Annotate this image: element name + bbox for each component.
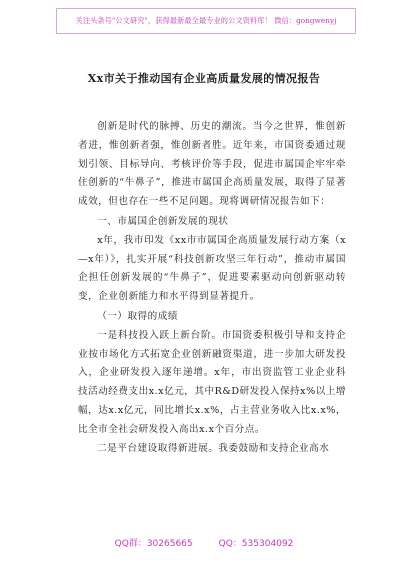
qq-number: QQ：535304092 <box>218 539 294 549</box>
body-paragraph: 一是科技投入跃上新台阶。市国资委积极引导和支持企业按市场化方式拓宽企业创新融资渠道，进一步加大研发投入，企业研发投入逐年递增。x年，市出资监管工业企业科技活动经费支出x.x亿元，其中R&D研发投入保持x%以上增幅，达x.x亿元，同比增长x.x%，占主营业务收入比x.x%，比全市全社会研发投入高出x.x个百分点。 <box>78 329 346 435</box>
section-heading: 一、市属国企创新发展的现状 <box>97 215 229 227</box>
body-paragraph: x年，我市印发《xx市市属国企高质量发展行动方案（x—x年）》，扎实开展“科技创新攻坚三年行动”，推动市属国企担任创新发展的“牛鼻子”，促进要素驱动向创新驱动转变，企业创新能力和水平得到显著提升。 <box>78 234 346 303</box>
document-body <box>78 118 346 458</box>
footer-contact <box>0 536 408 550</box>
subsection-heading: （一）取得的成绩 <box>97 310 178 322</box>
body-paragraph: 二是平台建设取得新进展。我委鼓励和支持企业高水 <box>97 442 330 454</box>
intro-paragraph: 创新是时代的脉搏、历史的潮流。当今之世界，惟创新者进，惟创新者强，惟创新者胜。近年来，市国资委通过规划引领、目标导向、考核评价等手段，促进市属国企牢牢牵住创新的“牛鼻子”，推进市属国企高质量发展，取得了显著成效，但也存在一些不足问题。现将调研情况报告如下： <box>78 121 346 208</box>
promo-banner: 关注头条号"公文研究"，获得最新最全最专业的公文资料库！ 微信：gongwenyj <box>56 8 356 34</box>
document-title: Xx市关于推动国有企业高质量发展的情况报告 <box>87 72 321 85</box>
qq-group-number: QQ群：30265665 <box>114 539 193 549</box>
